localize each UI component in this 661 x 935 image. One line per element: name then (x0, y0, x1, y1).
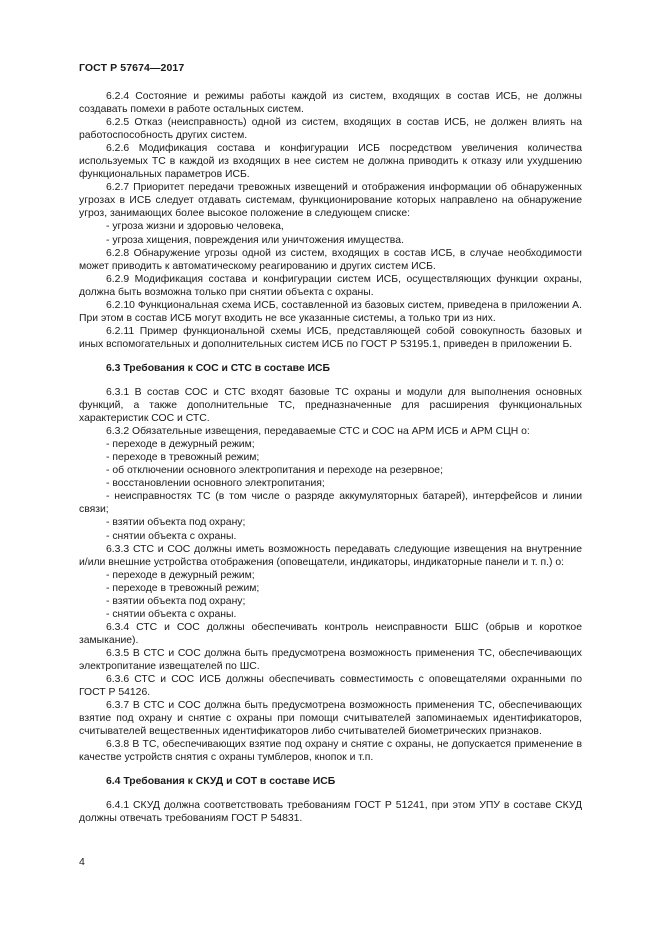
clause-6-2-8: 6.2.8 Обнаружение угрозы одной из систем, входящих в состав ИСБ, в случае необходимости может приводить к автоматическому реагированию и других систем ИСБ. (79, 247, 582, 272)
clause-6-2-5: 6.2.5 Отказ (неисправность) одной из систем, входящих в состав ИСБ, не должен влиять на работоспособность других систем. (79, 117, 582, 142)
clause-6-3-4: 6.3.4 СТС и СОС должны обеспечивать контроль неисправности БШС (обрыв и короткое замыкание). (79, 621, 582, 646)
list-item: - взятии объекта под охрану; (106, 517, 246, 529)
clause-6-3-7: 6.3.7 В СТС и СОС должна быть предусмотрена возможность применения ТС, обеспечивающих взятие под охрану и снятие с охраны при помощи считывателей запоминаемых идентификаторов, считывателей вещественных идентификаторов либо считывателей биометрических признаков. (79, 700, 582, 738)
list-item: - неисправностях ТС (в том числе о разряде аккумуляторных батарей), интерфейсов и линии связи; (79, 491, 582, 516)
clause-6-3-2: 6.3.2 Обязательные извещения, передаваемые СТС и СОС на АРМ ИСБ и АРМ СЦН о: (106, 426, 530, 438)
clause-6-4-1: 6.4.1 СКУД должна соответствовать требованиям ГОСТ Р 51241, при этом УПУ в составе СКУД должны отвечать требованиям ГОСТ Р 54831. (79, 800, 582, 825)
clause-6-2-7: 6.2.7 Приоритет передачи тревожных извещений и отображения информации об обнаруженных угрозах в ИСБ следует отдавать системам, функционирование которых направлено на обнаружение угроз, занимающих более высокое положение в следующем списке: (79, 182, 582, 220)
list-item: - переходе в тревожный режим; (106, 452, 260, 464)
section-heading-6-4: 6.4 Требования к СКУД и СОТ в составе ИСБ (106, 776, 336, 788)
list-item: - снятии объекта с охраны. (106, 608, 237, 620)
clause-6-2-9: 6.2.9 Модификация состава и конфигурации систем ИСБ, осуществляющих функции охраны, должна быть возможна только при снятии объекта с охраны. (79, 273, 582, 298)
document-header: ГОСТ Р 57674—2017 (79, 62, 185, 74)
list-item: - переходе в дежурный режим; (106, 569, 255, 581)
document-body (79, 90, 582, 825)
clause-6-2-10: 6.2.10 Функциональная схема ИСБ, составленной из базовых систем, приведена в приложении А. При этом в состав ИСБ могут входить не все указанные системы, а только три из них. (79, 299, 582, 324)
clause-6-3-1: 6.3.1 В состав СОС и СТС входят базовые ТС охраны и модули для выполнения основных функций, а также дополнительные ТС, предназначенные для расширения функциональных характеристик СОС и СТС. (79, 386, 582, 425)
clause-6-3-8: 6.3.8 В ТС, обеспечивающих взятие под охрану и снятие с охраны, не допускается применение в качестве устройств снятия с охраны тумблеров, кнопок и т.п. (79, 739, 582, 764)
section-heading-6-3: 6.3 Требования к СОС и СТС в составе ИСБ (106, 362, 331, 374)
clause-6-3-6: 6.3.6 СТС и СОС ИСБ должны обеспечивать совместимость с оповещателями охранными по ГОСТ Р 54126. (79, 674, 582, 699)
list-item: - восстановлении основного электропитания; (106, 478, 325, 490)
list-item: - угроза хищения, повреждения или уничтожения имущества. (106, 234, 404, 246)
list-item: - об отключении основного электропитания и переходе на резервное; (106, 465, 443, 477)
clause-6-2-4: 6.2.4 Состояние и режимы работы каждой из систем, входящих в состав ИСБ, не должны создавать помехи в работе остальных систем. (79, 91, 582, 116)
list-item: - снятии объекта с охраны. (106, 530, 237, 542)
clause-6-2-6: 6.2.6 Модификация состава и конфигурации ИСБ посредством увеличения количества используемых ТС в каждой из входящих в нее систем не должна приводить к отказу или ухудшению функциональных параметров ИСБ. (79, 143, 582, 181)
list-item: - угроза жизни и здоровью человека, (106, 221, 284, 233)
clause-6-2-11: 6.2.11 Пример функциональной схемы ИСБ, представляющей собой совокупность базовых и иных вспомогательных и дополнительных систем ИСБ по ГОСТ Р 53195.1, приведен в приложении Б. (79, 325, 582, 350)
clause-6-3-5: 6.3.5 В СТС и СОС должна быть предусмотрена возможность применения ТС, обеспечивающих электропитание извещателей по ШС. (79, 647, 582, 672)
list-item: - взятии объекта под охрану; (106, 595, 246, 607)
list-item: - переходе в тревожный режим; (106, 582, 260, 594)
page-number: 4 (79, 856, 85, 868)
list-item: - переходе в дежурный режим; (106, 439, 255, 451)
clause-6-3-3: 6.3.3 СТС и СОС должны иметь возможность передавать следующие извещения на внутренние и/или внешние устройства отображения (оповещатели, индикаторы, индикаторные панели и т. п.) о: (79, 543, 582, 568)
